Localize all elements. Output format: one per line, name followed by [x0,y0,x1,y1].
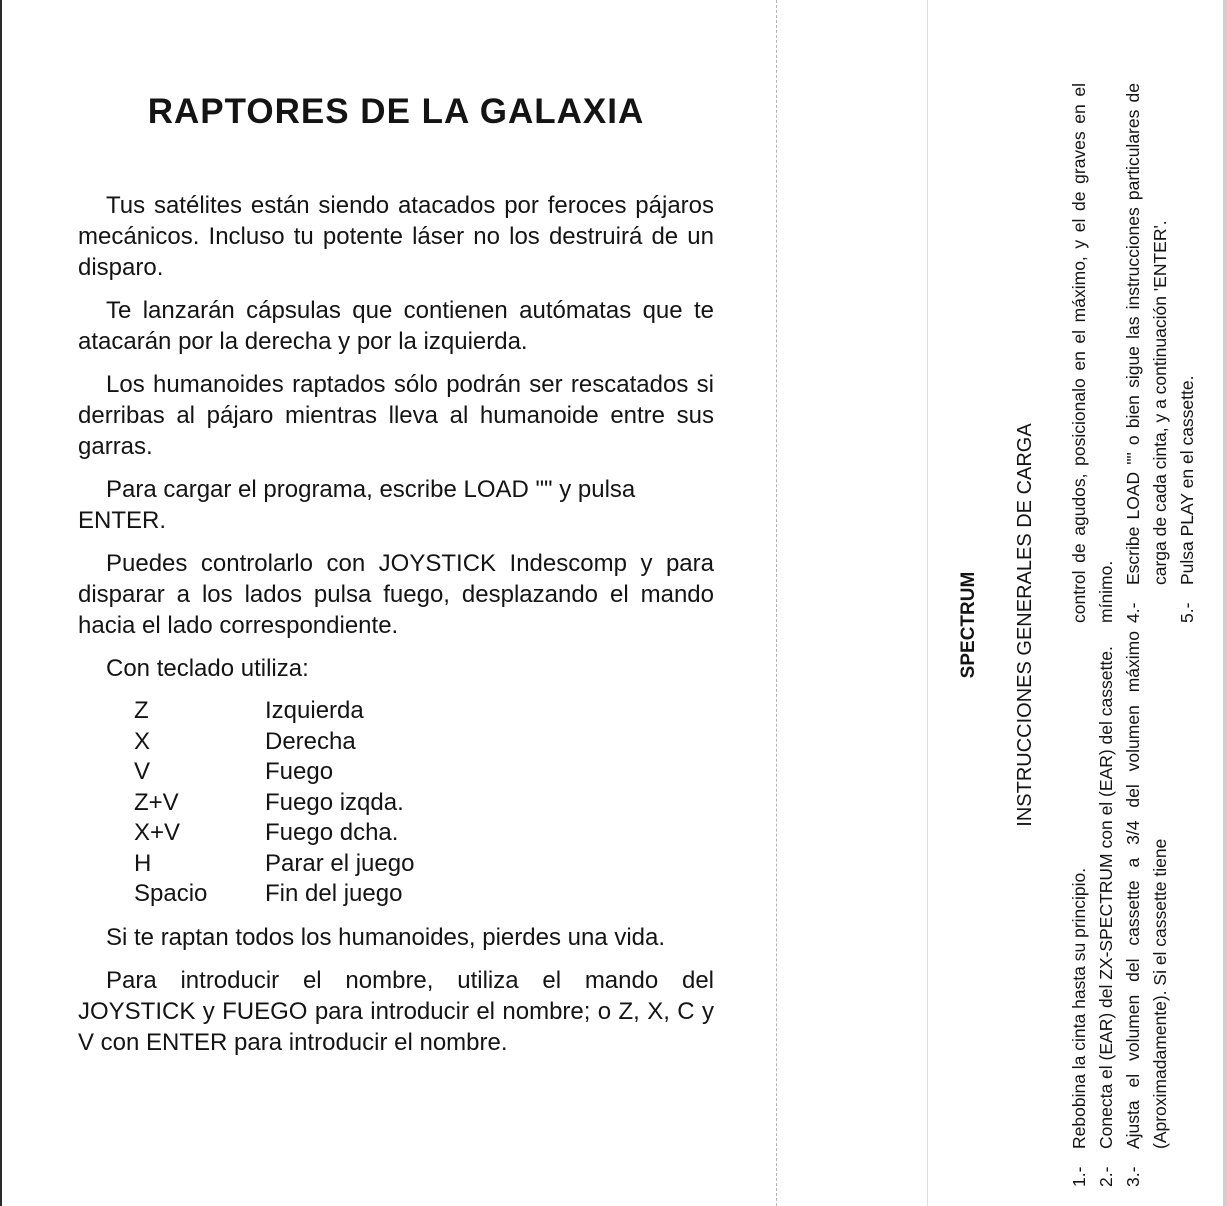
step-number: 1.- [1069,1166,1089,1187]
step-number: 4.- [1123,602,1143,623]
joystick-paragraph: Puedes controlarlo con JOYSTICK Indescomp y para disparar a los lados pulsa fuego, desplazando el mando hacia el lado correspondiente. [78,550,714,639]
key-action: Fuego izqda. [265,788,404,816]
step-item [1120,631,1174,1187]
key-action: Izquierda [265,697,364,724]
fold-line-2 [927,0,928,1206]
key-table [134,696,714,910]
step-text: control de agudos, posicionalo en el máximo, y el de graves en el mínimo. [1069,83,1116,623]
key-name: Z+V [134,788,179,816]
step-text: Ajusta el volumen del cassette a 3/4 del volumen máximo (Aproximadamente). Si el cassette tiene [1123,631,1170,1149]
key-name: Z [134,697,149,724]
keyboard-intro: Con teclado utiliza: [106,655,309,682]
step-number: 5.- [1177,602,1197,623]
key-row [134,757,714,788]
key-row [134,849,714,880]
step-text: Rebobina la cinta hasta su principio. [1069,867,1089,1149]
key-name: H [134,849,152,877]
page-edge [0,0,2,1206]
capsules-paragraph: Te lanzarán cápsulas que contienen autómatas que te atacarán por la derecha y por la izquierda. [78,297,714,355]
lives-paragraph: Si te raptan todos los humanoides, pierdes una vida. [106,923,666,951]
steps-column-2 [1066,83,1201,623]
step-number: 3.- [1123,1166,1143,1187]
key-name: X [134,727,151,755]
step-item [1174,83,1201,623]
key-action: Derecha [265,727,356,755]
intro-paragraph: Tus satélites están siendo atacados por feroces pájaros mecánicos. Incluso tu potente láser no los destruirá de un disparo. [78,192,714,281]
loading-instructions-panel [940,55,1225,1195]
step-text: Pulsa PLAY en el cassette. [1177,375,1197,585]
key-row [134,818,714,849]
load-paragraph: Para cargar el programa, escribe LOAD "" y pulsa ENTER. [78,476,636,534]
loading-heading: INSTRUCCIONES GENERALES DE CARGA [1014,423,1036,827]
fold-line [776,0,777,1206]
step-item [1093,631,1120,1187]
step-item [1120,83,1174,623]
platform-heading: SPECTRUM [958,571,979,679]
step-text: Escribe LOAD "" o bien sigue las instrucciones particulares de carga de cada cinta, y a continuación 'ENTER'. [1123,83,1170,585]
game-title: RAPTORES DE LA GALAXIA [147,92,645,131]
rescue-paragraph: Los humanoides raptados sólo podrán ser rescatados si derribas al pájaro mientras lleva al humanoide entre sus garras. [78,371,714,460]
key-row [134,696,714,727]
key-action: Fuego dcha. [265,819,399,846]
step-continuation [1066,83,1120,623]
key-action: Fuego [265,758,334,785]
step-number: 2.- [1096,1166,1116,1187]
steps-column-1 [1066,631,1174,1187]
key-name: X+V [134,819,181,846]
step-item [1066,631,1093,1187]
name-entry-paragraph: Para introducir el nombre, utiliza el mando del JOYSTICK y FUEGO para introducir el nombre; o Z, X, C y V con ENTER para introducir el nombre. [78,966,714,1056]
key-row [134,788,714,819]
key-name: Spacio [134,880,208,907]
key-row [134,727,714,758]
key-name: V [134,758,151,785]
key-action: Parar el juego [265,849,415,877]
step-text: Conecta el (EAR) del ZX-SPECTRUM con el (EAR) del cassette. [1096,646,1116,1149]
key-action: Fin del juego [265,880,403,907]
game-instructions-panel [78,92,714,1070]
key-row [134,879,714,910]
